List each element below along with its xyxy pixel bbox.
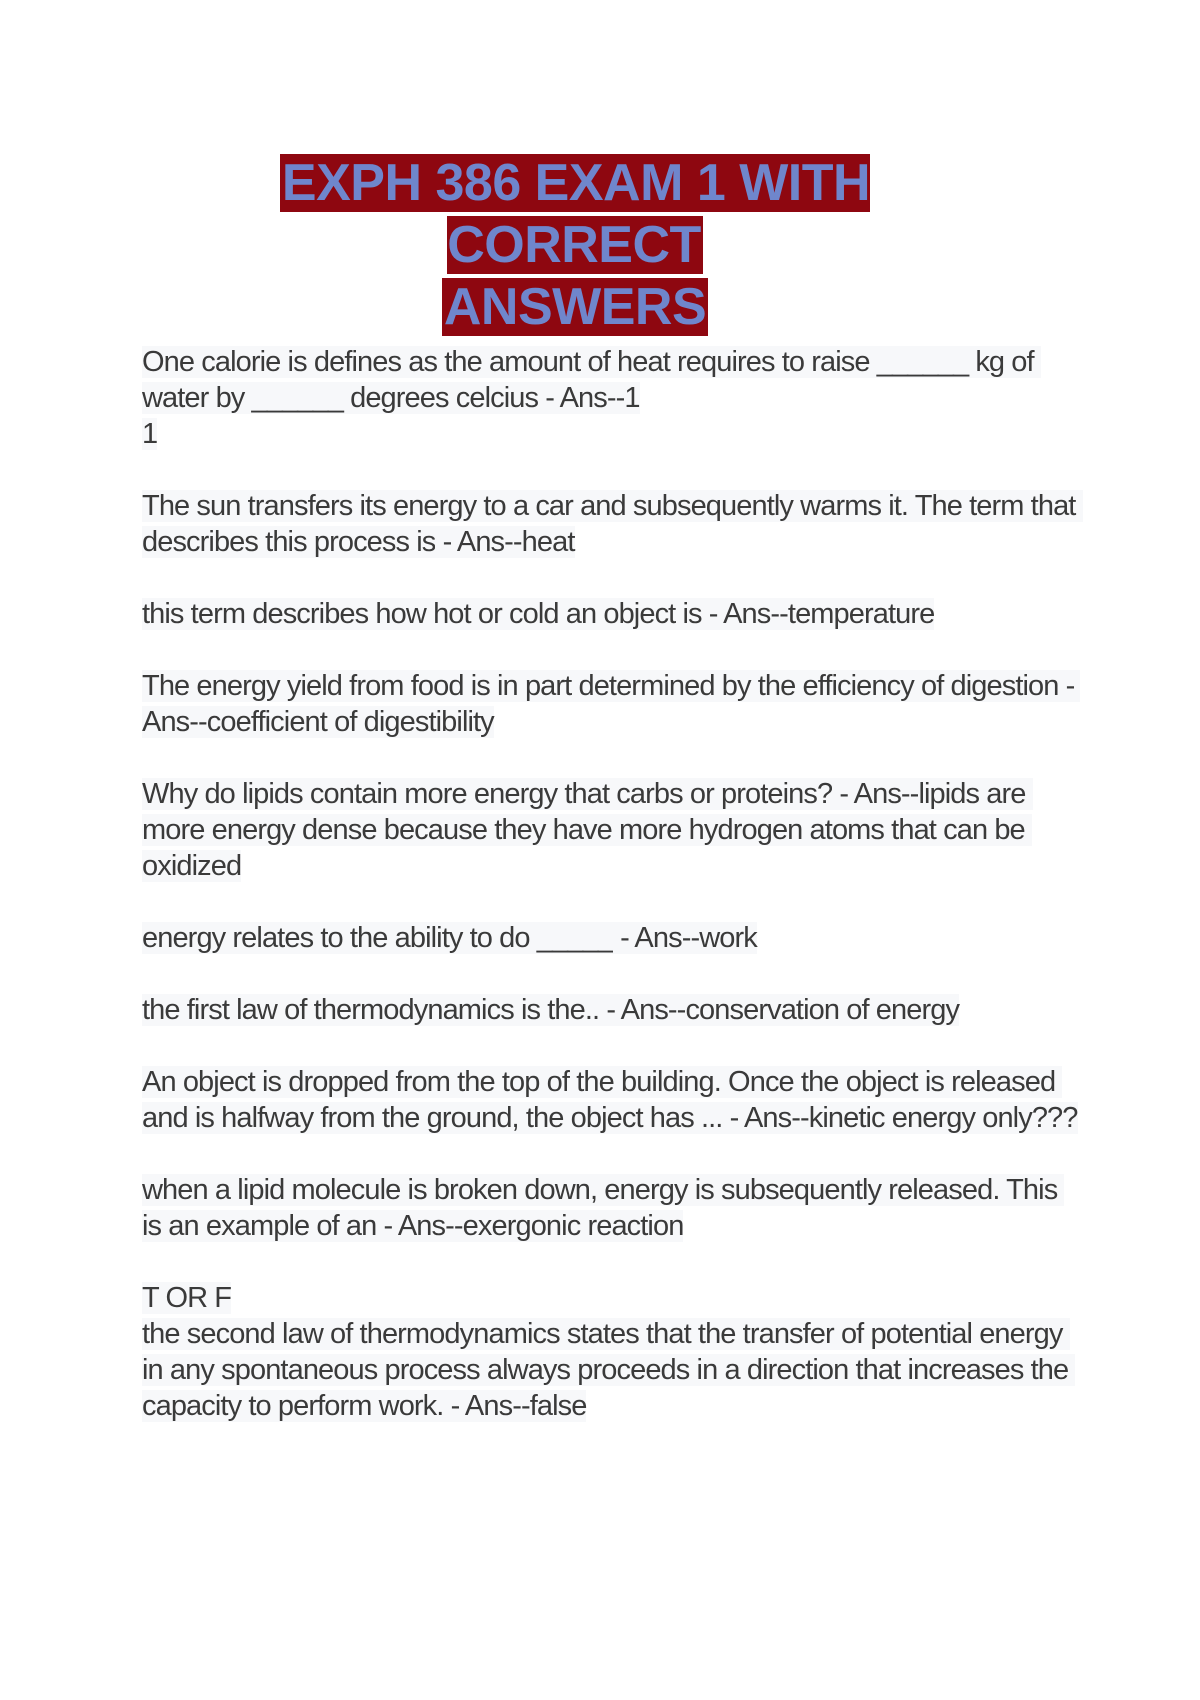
question-text: The sun transfers its energy to a car and subsequently warms it. The term that describes this process is [142,490,1083,558]
question-text: An object is dropped from the top of the building. Once the object is released and is halfway from the ground, the object has ... [142,1066,1063,1134]
answer-separator: - Ans-- [538,382,625,414]
question-text: The energy yield from food is in part determined by the efficiency of digestion [142,670,1059,702]
qa-item-7 [142,992,1082,1028]
question-text: T OR F the second law of thermodynamics states that the transfer of potential energy in any spontaneous process always proceeds in a direction that increases the capacity to perform work. [142,1282,1075,1422]
answer-text: temperature [787,598,935,630]
question-text: the first law of thermodynamics is the.. [142,994,600,1026]
qa-item-4 [142,668,1082,740]
answer-text: work [699,922,757,954]
document-title [150,152,1000,338]
answer-separator: - Ans-- [612,922,700,954]
answer-separator: - Ans-- [722,1102,809,1134]
question-text: when a lipid molecule is broken down, energy is subsequently released. This is an example of an [142,1174,1065,1242]
answer-text: kinetic energy only??? [808,1102,1078,1134]
title-line-1: EXPH 386 EXAM 1 WITH CORRECT [281,154,871,274]
qa-item-3 [142,596,1082,632]
answer-text: lipids are more energy dense because they have more hydrogen atoms that can be oxidized [142,778,1033,882]
question-text: energy relates to the ability to do _____ [142,922,613,954]
answer-text: heat [521,526,575,558]
title-line-2: ANSWERS [443,278,707,336]
qa-item-6 [142,920,1082,956]
answer-text: 1 1 [142,382,640,450]
qa-item-8 [142,1064,1082,1136]
qa-item-1 [142,344,1082,452]
answer-text: false [529,1390,587,1422]
question-text: One calorie is defines as the amount of heat requires to raise ______ kg of water by ______ degrees celcius [142,346,1041,414]
answer-separator: - Ans-- [443,1390,530,1422]
question-text: Why do lipids contain more energy that carbs or proteins? [142,778,833,810]
question-text: this term describes how hot or cold an object is [142,598,702,630]
answer-separator: - Ans-- [142,670,1080,738]
qa-list [142,344,1082,1460]
answer-text: conservation of energy [685,994,960,1026]
answer-separator: - Ans-- [701,598,788,630]
answer-text: coefficient of digestibility [206,706,494,738]
answer-separator: - Ans-- [599,994,686,1026]
qa-item-10 [142,1280,1082,1424]
answer-separator: - Ans-- [376,1210,463,1242]
qa-item-5 [142,776,1082,884]
qa-item-9 [142,1172,1082,1244]
answer-text: exergonic reaction [462,1210,684,1242]
qa-item-2 [142,488,1082,560]
answer-separator: - Ans-- [435,526,522,558]
answer-separator: - Ans-- [832,778,919,810]
